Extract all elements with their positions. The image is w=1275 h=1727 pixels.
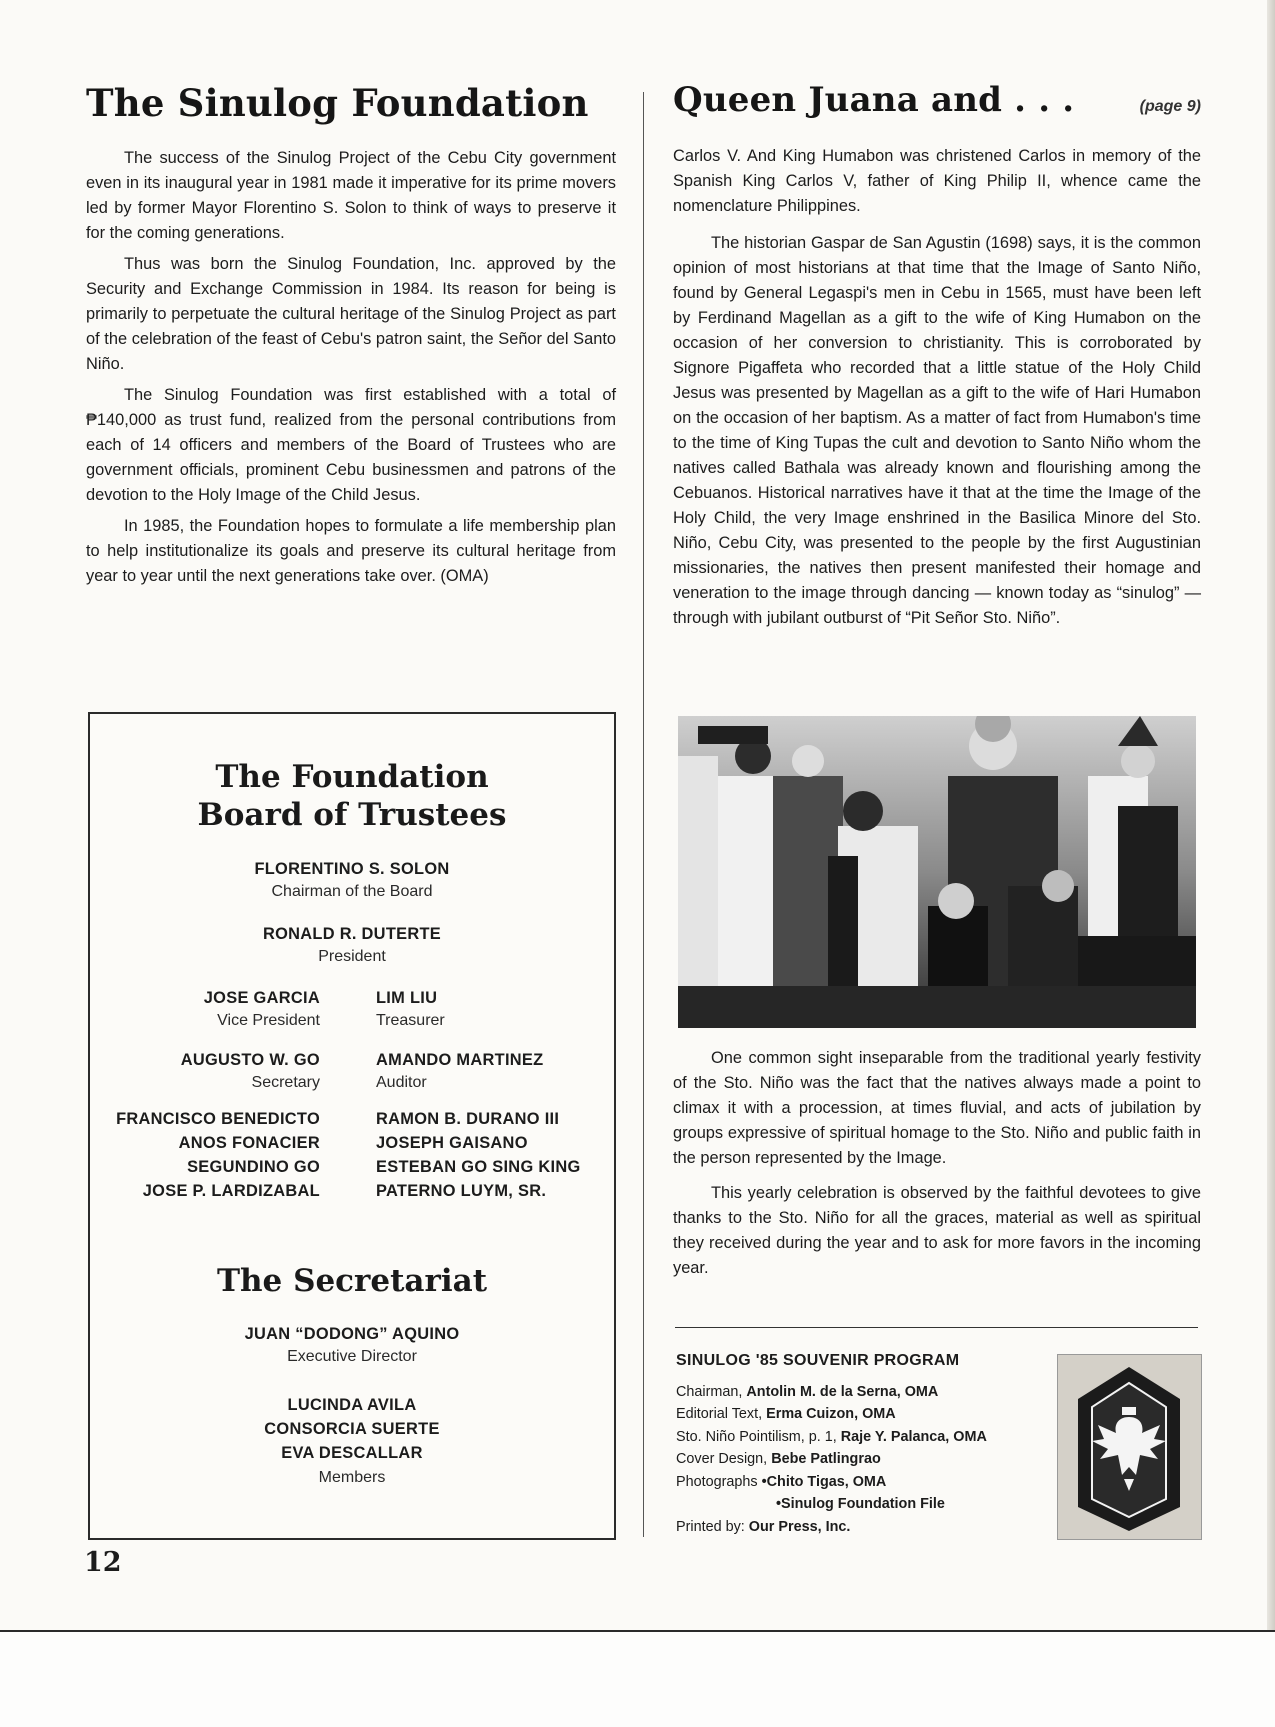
officer-role: Auditor	[376, 1074, 427, 1091]
director-role: Executive Director	[287, 1348, 417, 1365]
left-paragraph: The success of the Sinulog Project of the Cebu City government even in its inaugural year in 1981 made it imperative for its prime movers led by former Mayor Florentino S. Solon to think of ways to preserve it for the coming generations.	[86, 149, 616, 242]
credit-value: Erma Cuizon, OMA	[766, 1406, 896, 1422]
credit-line	[676, 1493, 1046, 1516]
member-name: ANOS FONACIER	[178, 1134, 320, 1152]
right-article-body	[673, 144, 1201, 631]
members-label: Members	[318, 1469, 386, 1486]
left-article	[86, 80, 616, 595]
credit-line	[676, 1381, 1046, 1404]
chairman-name: FLORENTINO S. SOLON	[254, 860, 450, 878]
credit-label: Printed by:	[676, 1518, 749, 1535]
right-article-continued	[673, 1046, 1201, 1287]
credits-divider	[675, 1327, 1198, 1328]
secretariat-member: LUCINDA AVILA	[287, 1396, 417, 1414]
sinulog-logo	[1057, 1354, 1202, 1540]
member-name: PATERNO LUYM, SR.	[376, 1182, 547, 1200]
credit-label: Cover Design,	[676, 1451, 772, 1467]
credit-value: Antolin M. de la Serna, OMA	[746, 1383, 939, 1400]
photo-illustration	[678, 716, 1196, 1028]
page-edge-shadow	[1267, 0, 1275, 1630]
column-divider	[643, 92, 644, 1537]
president-name: RONALD R. DUTERTE	[262, 925, 442, 943]
credits-title: SINULOG '85 SOUVENIR PROGRAM	[676, 1352, 960, 1369]
credit-value: Bebe Patlingrao	[771, 1451, 881, 1467]
chairman-role: Chairman of the Board	[271, 883, 433, 900]
left-paragraph: Thus was born the Sinulog Foundation, Inc. approved by the Security and Exchange Commission in 1984. Its reason for being is primarily to perpetuate the cultural heritage of the Sinulog Project as part of the celebration of the feast of Cebu's patron saint, the Señor del Santo Niño.	[86, 255, 616, 373]
member-name: JOSE P. LARDIZABAL	[142, 1182, 320, 1200]
credit-label: Sto. Niño Pointilism, p. 1,	[676, 1428, 841, 1445]
credit-label: Editorial Text,	[676, 1406, 767, 1422]
officer-name: LIM LIU	[376, 989, 438, 1007]
credit-value: Our Press, Inc.	[748, 1518, 851, 1535]
credit-value: •Sinulog Foundation File	[776, 1496, 945, 1512]
credit-label: Photographs	[676, 1473, 762, 1490]
credit-line	[676, 1403, 1046, 1426]
credit-value: •Chito Tigas, OMA	[761, 1473, 887, 1490]
page-number: 12	[84, 1547, 122, 1578]
bottom-strip	[0, 1630, 1275, 1727]
secretariat-heading: The Secretariat	[216, 1263, 488, 1299]
souvenir-program-credits	[676, 1350, 1046, 1538]
member-name: JOSEPH GAISANO	[376, 1134, 528, 1152]
president-role: President	[318, 948, 386, 965]
member-name: SEGUNDINO GO	[187, 1158, 320, 1176]
credit-line	[676, 1516, 1046, 1539]
secretariat-member: CONSORCIA SUERTE	[264, 1420, 440, 1438]
right-paragraph: Carlos V. And King Humabon was christened Carlos in memory of the Spanish King Carlos V, father of King Philip II, whence came the nomenclature Philippines.	[673, 147, 1201, 215]
left-article-title: The Sinulog Foundation	[86, 81, 589, 125]
officer-role: Vice President	[217, 1012, 320, 1029]
right-paragraph: The historian Gaspar de San Agustin (1698) says, it is the common opinion of most historians at that time that the Image of Santo Niño, found by General Legaspi's men in Cebu in 1565, must have been left by Ferdinand Magellan as a gift to the wife of King Humabon on the occasion of her conversion to christianity. This is corroborated by Signore Pigaffeta who recorded that a little statue of the Holy Child Jesus was presented by Magellan as a gift to the wife of Hari Humabon on the occasion of her baptism. As a matter of fact from Humabon's time to the time of King Tupas the cult and devotion to Santo Niño whom the natives called Bathala was already known and flourishing among the Cebuanos. Historical narratives have it that at the time the Image of the Holy Child, the very Image enshrined in the Basilica Minore del Sto. Niño, Cebu City, was presented to the people by the first Augustinian missionaries, the natives then present manifested their homage and veneration to the image through dancing — known today as “sinulog” — through with jubilant outburst of “Pit Señor Sto. Niño”.	[673, 234, 1201, 627]
officer-role: Treasurer	[376, 1012, 445, 1029]
board-heading-line1: The Foundation	[215, 759, 489, 795]
right-article-title: Queen Juana and . . .	[673, 80, 1075, 120]
left-article-body	[86, 146, 616, 589]
credit-line	[676, 1448, 1046, 1471]
officer-name: JOSE GARCIA	[203, 989, 320, 1007]
eagle-emblem-icon	[1058, 1355, 1201, 1539]
page-reference: (page 9)	[1139, 98, 1201, 115]
left-paragraph: The Sinulog Foundation was first established with a total of ₱140,000 as trust fund, realized from the personal contributions from each of 14 officers and members of the Board of Trustees who are government officials, prominent Cebu businessmen and patrons of the devotion to the Holy Image of the Child Jesus.	[86, 386, 616, 504]
member-name: FRANCISCO BENEDICTO	[116, 1110, 320, 1128]
credit-label: Chairman,	[676, 1383, 747, 1400]
member-name: RAMON B. DURANO III	[376, 1110, 560, 1128]
director-name: JUAN “DODONG” AQUINO	[244, 1325, 460, 1343]
officer-role: Secretary	[251, 1074, 320, 1091]
left-paragraph: In 1985, the Foundation hopes to formulate a life membership plan to help institutionalize its goals and preserve its cultural heritage from year to year until the next generations take over. (OMA)	[86, 517, 616, 585]
officer-name: AMANDO MARTINEZ	[376, 1051, 544, 1069]
credit-line	[676, 1426, 1046, 1449]
secretariat-member: EVA DESCALLAR	[281, 1444, 423, 1462]
credit-line	[676, 1471, 1046, 1494]
board-heading-line2: Board of Trustees	[197, 797, 507, 833]
credit-value: Raje Y. Palanca, OMA	[840, 1428, 987, 1445]
right-paragraph: This yearly celebration is observed by the faithful devotees to give thanks to the Sto. Niño for all the graces, material as well as spiritual they received during the year and to ask for more favors in the incoming year.	[673, 1184, 1201, 1277]
member-name: ESTEBAN GO SING KING	[376, 1158, 581, 1176]
officer-name: AUGUSTO W. GO	[180, 1051, 320, 1069]
festival-photo	[678, 716, 1196, 1028]
board-of-trustees-box	[88, 712, 616, 1540]
right-paragraph: One common sight inseparable from the traditional yearly festivity of the Sto. Niño was the fact that the natives always made a point to climax it with a procession, at times fluvial, and acts of jubilation by groups expressive of spiritual homage to the Sto. Niño and public faith in the person represented by the Image.	[673, 1049, 1201, 1167]
right-article	[673, 80, 1201, 637]
